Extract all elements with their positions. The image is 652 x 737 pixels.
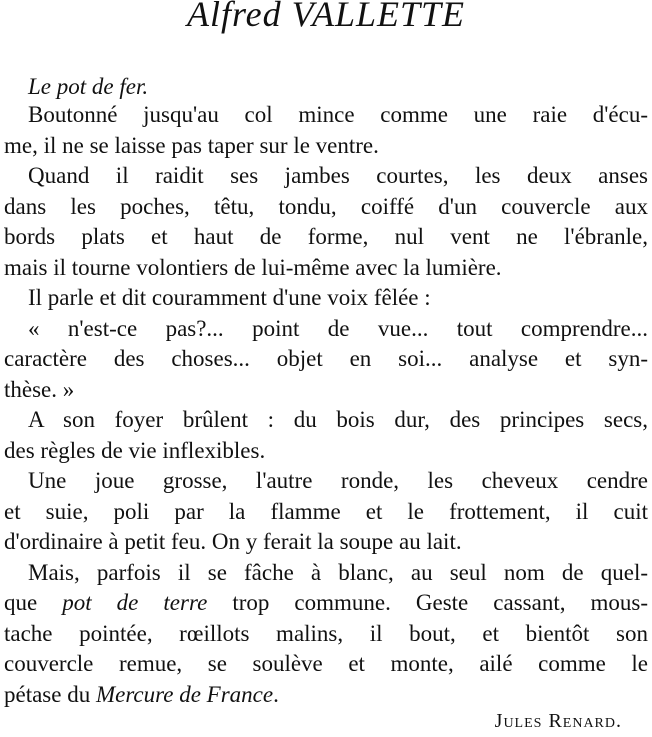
text-line: bords plats et haut de forme, nul vent ne l'ébranle,: [4, 224, 648, 249]
text-line: dans les poches, têtu, tondu, coiffé d'un couvercle aux: [4, 193, 648, 219]
text-line: mais il tourne volontiers de lui-même avec la lumière.: [4, 254, 502, 280]
article-subtitle: Le pot de fer.: [28, 74, 149, 99]
text-line: couvercle remue, se soulève et monte, ailé comme le: [4, 651, 648, 676]
text-line: A son foyer brûlent : du bois dur, des principes secs,: [28, 407, 648, 432]
author-title: Alfred VALLETTE: [186, 0, 466, 34]
text-line: Boutonné jusqu'au col mince comme une raie d'écu-: [28, 102, 648, 127]
text-line: d'ordinaire à petit feu. On y ferait la soupe au lait.: [4, 529, 462, 554]
italic-phrase: pot de terre: [62, 590, 208, 615]
text-line: Une joue grosse, l'autre ronde, les cheveux cendre: [28, 468, 648, 493]
publication-name: Mercure de France: [95, 681, 274, 707]
text-segment: que: [4, 590, 63, 615]
text-line: « n'est-ce pas?... point de vue... tout comprendre...: [28, 315, 648, 341]
text-line: Mais, parfois il se fâche à blanc, au seul nom de quel-: [28, 559, 648, 585]
signature: Jules Renard.: [494, 710, 622, 732]
text-line: et suie, poli par la flamme et le frottement, il cuit: [4, 498, 648, 524]
text-segment: .: [273, 681, 279, 707]
text-segment: trop commune. Geste cassant, mous-: [207, 590, 648, 615]
text-line: caractère des choses... objet en soi... analyse et syn-: [4, 346, 648, 371]
text-segment: pétase du: [4, 681, 96, 707]
text-line-with-italic: [4, 588, 648, 619]
text-line: Il parle et dit couramment d'une voix fêlée :: [28, 285, 431, 310]
text-line: tache pointée, rœillots malins, il bout, et bientôt son: [4, 620, 648, 646]
text-line: des règles de vie inflexibles.: [4, 437, 266, 463]
text-line: Quand il raidit ses jambes courtes, les deux anses: [28, 163, 648, 188]
text-line: thèse. »: [4, 376, 75, 402]
text-line: me, il ne se laisse pas taper sur le ventre.: [4, 132, 379, 158]
article-body: [4, 100, 648, 710]
